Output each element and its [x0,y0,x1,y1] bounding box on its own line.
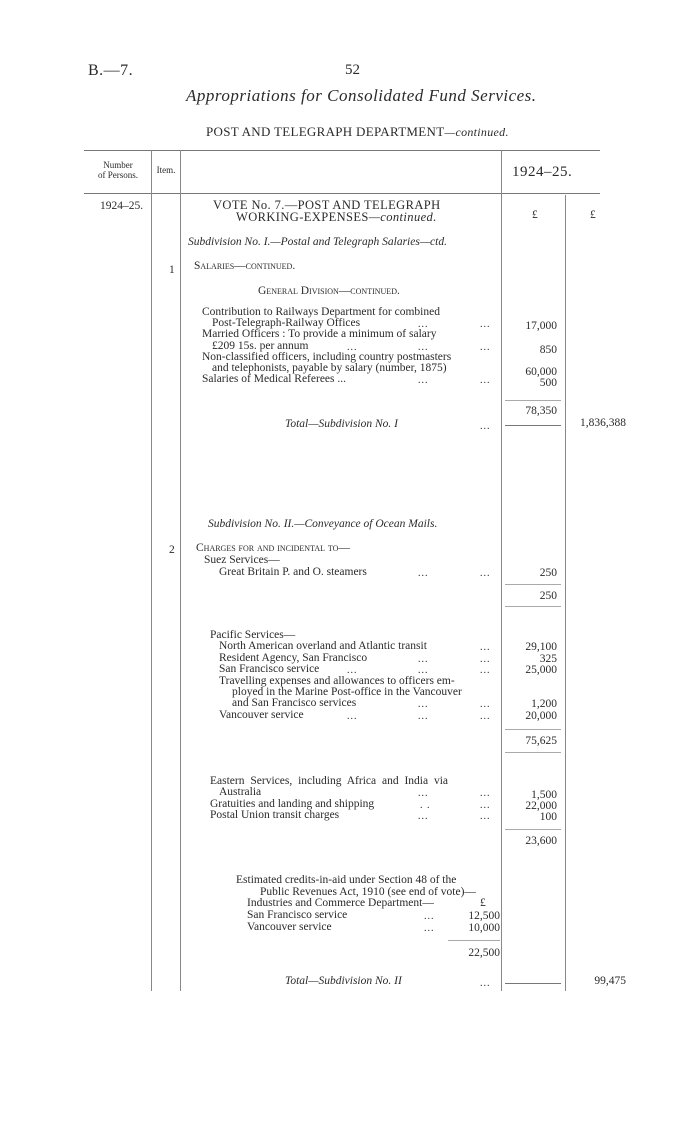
department-heading [206,124,509,140]
suez-subtotal-rule [505,584,561,585]
credits-pound: £ [480,897,486,909]
pound-sign-col2: £ [590,209,596,221]
pacific-line-3: San Francisco service [219,663,320,675]
suez-dots-a: ... [418,568,429,579]
sub1-total-rule [505,425,561,426]
credits-subtotal-rule [448,940,500,941]
col-divider-persons [151,150,152,991]
sub1-dots-4c: ... [480,342,491,353]
credits-dots-4: ... [424,911,435,922]
sub1-line-5: Non-classified officers, including country postmasters [202,351,452,363]
suez-dots-b: ... [480,568,491,579]
pacific-dots-7c: ... [480,711,491,722]
eastern-total: 23,600 [525,835,557,847]
eastern-subtotal-rule [505,829,561,830]
pacific-line-2: Resident Agency, San Francisco [219,652,368,664]
pacific-line-5: ployed in the Marine Post-office in the Vancouver [232,686,462,698]
credits-line-3: Industries and Commerce Department— [247,897,434,909]
col-divider-amount2 [565,195,566,991]
eastern-dots-2b: ... [480,788,491,799]
sub1-subtotal: 78,350 [525,405,557,417]
sub1-line-1: Contribution to Railways Department for combined [202,306,440,318]
pacific-dots-2b: ... [480,654,491,665]
pacific-total: 75,625 [525,735,557,747]
credits-value-1: 12,500 [468,910,500,922]
persons-header-line2: of Persons. [98,170,138,180]
table-top-rule [84,150,600,151]
pacific-line-6: and San Francisco services [232,697,357,709]
pacific-value-4: 1,200 [531,698,557,710]
pacific-value-2: 325 [539,653,557,665]
col-divider-amount1 [501,150,502,991]
persons-header-line1: Number [103,160,133,170]
eastern-value-2: 22,000 [525,800,557,812]
document-code: B.—7. [88,62,134,79]
sub1-total: 1,836,388 [580,417,626,429]
pacific-line-4: Travelling expenses and allowances to officers em- [219,675,455,687]
salaries-heading: Salaries—continued. [194,260,296,272]
subdivision-1-item: 1 [169,264,175,276]
eastern-dots-4b: ... [480,811,491,822]
sub1-dots-4a: ... [347,342,358,353]
eastern-line-1: Eastern Services, including Africa and India via [210,775,449,787]
eastern-line-3: Gratuities and landing and shipping [210,798,375,810]
sub1-dots-2a: ... [418,319,429,330]
credits-line-2: Public Revenues Act, 1910 (see end of vote)— [260,886,476,898]
pacific-value-3: 25,000 [525,664,557,676]
credits-line-1: Estimated credits-in-aid under Section 48 of the [236,874,457,886]
subdivision-2-item: 2 [169,544,175,556]
year-col-header: 1924–25. [512,164,573,180]
suez-line: Great Britain P. and O. steamers [219,566,367,578]
sub2-total-dots: ... [480,978,491,989]
eastern-line-4: Postal Union transit charges [210,809,340,821]
sub1-total-label: Total—Subdivision No. I [285,418,398,430]
sub1-line-2: Post-Telegraph-Railway Offices [212,317,361,329]
pacific-dots-2a: ... [418,654,429,665]
pacific-dots-7b: ... [418,711,429,722]
credits-value-2: 10,000 [468,922,500,934]
pacific-dots-6a: ... [418,699,429,710]
sub1-total-dots: ... [480,421,491,432]
pacific-heading: Pacific Services— [210,629,296,641]
vote-heading-line2 [236,212,437,223]
pacific-dots-6b: ... [480,699,491,710]
persons-col-header [86,160,150,180]
eastern-line-2: Australia [219,786,262,798]
sub2-total-rule [505,983,561,984]
pacific-dots-3c: ... [480,665,491,676]
page-number: 52 [345,62,360,78]
pacific-bottom-rule [505,752,561,753]
department-name: POST AND TELEGRAPH DEPARTMENT [206,124,445,139]
pacific-value-5: 20,000 [525,710,557,722]
subdivision-2-heading: Subdivision No. II.—Conveyance of Ocean Mails. [208,518,438,530]
vote-heading-name: WORKING-EXPENSES [236,210,369,224]
suez-value: 250 [539,567,557,579]
pound-sign-col1: £ [532,209,538,221]
sub1-value-4: 500 [539,377,557,389]
sub1-line-4: £209 15s. per annum [212,340,309,352]
sub1-value-1: 17,000 [525,320,557,332]
eastern-value-1: 1,500 [531,789,557,801]
sub2-total: 99,475 [594,975,626,987]
pacific-dots-7a: ... [347,711,358,722]
page-title: Appropriations for Consolidated Fund Services. [186,86,537,105]
vote-heading-line1: VOTE No. 7.—POST AND TELEGRAPH [213,198,441,212]
sub1-line-6: and telephonists, payable by salary (number, 1875) [212,362,447,374]
sub2-total-label: Total—Subdivision No. II [285,975,402,987]
sub1-value-2: 850 [539,344,557,356]
pacific-line-1: North American overland and Atlantic transit [219,640,427,652]
suez-total: 250 [539,590,557,602]
department-suffix: —continued. [444,125,509,139]
credits-dots-5: ... [424,923,435,934]
suez-bottom-rule [505,606,561,607]
pacific-subtotal-rule [505,729,561,730]
suez-heading: Suez Services— [204,554,280,566]
item-col-header: Item. [156,165,176,175]
sub1-dots-7b: ... [480,375,491,386]
sub1-dots-2b: ... [480,319,491,330]
persons-year: 1924–25. [100,200,144,212]
sub1-value-3: 60,000 [525,366,557,378]
pacific-line-7: Vancouver service [219,709,304,721]
pacific-dots-3b: ... [418,665,429,676]
eastern-dots-2a: ... [418,788,429,799]
charges-heading: Charges for and incidental to— [196,542,350,554]
credits-total: 22,500 [468,947,500,959]
sub1-line-3: Married Officers : To provide a minimum of salary [202,328,437,340]
sub1-dots-4b: ... [418,342,429,353]
credits-line-4: San Francisco service [247,909,348,921]
pacific-value-1: 29,100 [525,641,557,653]
credits-line-5: Vancouver service [247,921,332,933]
eastern-dots-3b: ... [480,800,491,811]
col-divider-item [180,150,181,991]
table-header-rule [84,193,600,194]
sub1-subtotal-rule [505,400,561,401]
pacific-dots-1: ... [480,642,491,653]
sub1-dots-7a: ... [418,375,429,386]
vote-heading-suffix: —continued. [368,210,437,224]
pacific-dots-3a: ... [347,665,358,676]
general-division-heading: General Division—continued. [258,285,400,297]
sub1-line-7: Salaries of Medical Referees ... [202,373,347,385]
eastern-value-3: 100 [539,811,557,823]
eastern-dots-4a: ... [418,811,429,822]
eastern-dots-3a: . . [420,800,431,811]
subdivision-1-heading: Subdivision No. I.—Postal and Telegraph Salaries—ctd. [188,236,447,248]
